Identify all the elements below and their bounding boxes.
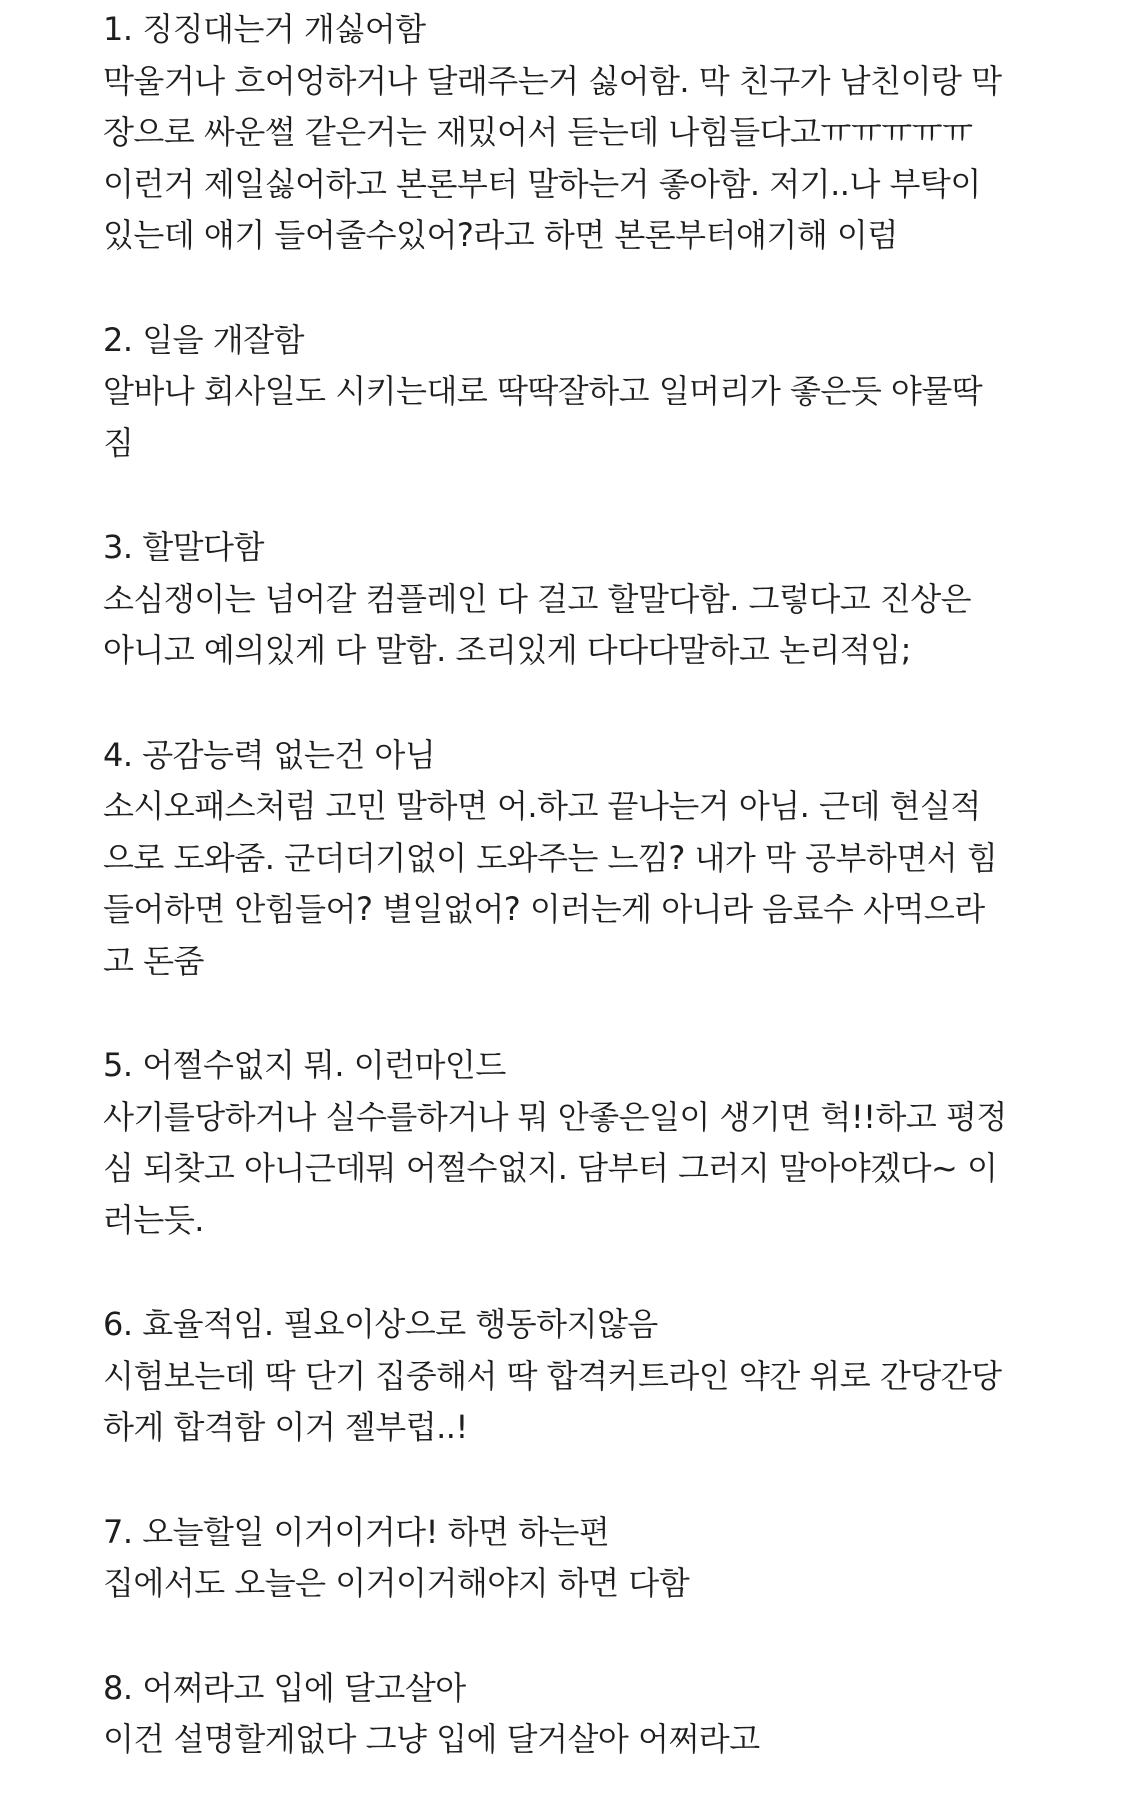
body-line: 집에서도 오늘은 이거이거해야지 하면 다함 (103, 1564, 690, 1602)
body-line: 소심쟁이는 넘어갈 컴플레인 다 걸고 할말다함. 그렇다고 진상은 (103, 579, 972, 618)
body-line: 시험보는데 딱 단기 집중해서 딱 합격커트라인 약간 위로 간당간당 (103, 1356, 1002, 1395)
body-line: 있는데 얘기 들어줄수있어?라고 하면 본론부터얘기해 이럼 (103, 216, 898, 254)
section-heading: 2. 일을 개잘함 (103, 320, 304, 359)
section-heading: 1. 징징대는거 개싫어함 (103, 10, 426, 48)
body-line: 하게 합격함 이거 젤부럽..! (103, 1408, 468, 1446)
body-line: 알바나 회사일도 시키는대로 딱딱잘하고 일머리가 좋은듯 야물딱 (103, 372, 983, 410)
section-1 (103, 4, 1103, 262)
section-7 (103, 1507, 1103, 1610)
section-5 (103, 1040, 1103, 1246)
section-4 (103, 730, 1103, 988)
body-line: 이건 설명할게없다 그냥 입에 달거살아 어쩌라고 (103, 1720, 760, 1758)
body-line: 심 되찾고 아니근데뭐 어쩔수없지. 담부터 그러지 말아야겠다~ 이 (103, 1149, 998, 1187)
body-line: 아니고 예의있게 다 말함. 조리있게 다다다말하고 논리적임; (103, 631, 911, 669)
section-heading: 3. 할말다함 (103, 528, 264, 566)
body-line: 러는듯. (103, 1200, 204, 1239)
body-line: 고 돈줌 (103, 941, 204, 980)
trait-list (103, 4, 1103, 1819)
section-2 (103, 315, 1103, 470)
body-line: 소시오패스처럼 고민 말하면 어.하고 끝나는거 아님. 근데 현실적 (103, 787, 981, 825)
body-line: 이런거 제일싫어하고 본론부터 말하는거 좋아함. 저기..나 부탁이 (103, 164, 981, 203)
body-line: 짐 (103, 423, 134, 462)
section-heading: 8. 어쩌라고 입에 달고살아 (103, 1668, 466, 1707)
section-heading: 5. 어쩔수없지 뭐. 이런마인드 (103, 1046, 506, 1084)
section-8 (103, 1663, 1103, 1766)
section-heading: 4. 공감능력 없는건 아님 (103, 735, 436, 774)
section-heading: 6. 효율적임. 필요이상으로 행동하지않음 (103, 1305, 658, 1343)
section-6 (103, 1299, 1103, 1454)
body-line: 들어하면 안힘들어? 별일없어? 이러는게 아니라 음료수 사먹으라 (103, 890, 985, 928)
section-heading: 7. 오늘할일 이거이거다! 하면 하는편 (103, 1512, 610, 1551)
body-line: 막울거나 흐어엉하거나 달래주는거 싫어함. 막 친구가 남친이랑 막 (103, 61, 1002, 100)
section-3 (103, 522, 1103, 677)
body-line: 사기를당하거나 실수를하거나 뭐 안좋은일이 생기면 헉!!하고 평정 (103, 1097, 1007, 1136)
body-line: 으로 도와줌. 군더더기없이 도와주는 느낌? 내가 막 공부하면서 힘 (103, 838, 998, 877)
body-line: 장으로 싸운썰 같은거는 재밌어서 듣는데 나힘들다고ㅠㅠㅠㅠㅠ (103, 113, 973, 151)
